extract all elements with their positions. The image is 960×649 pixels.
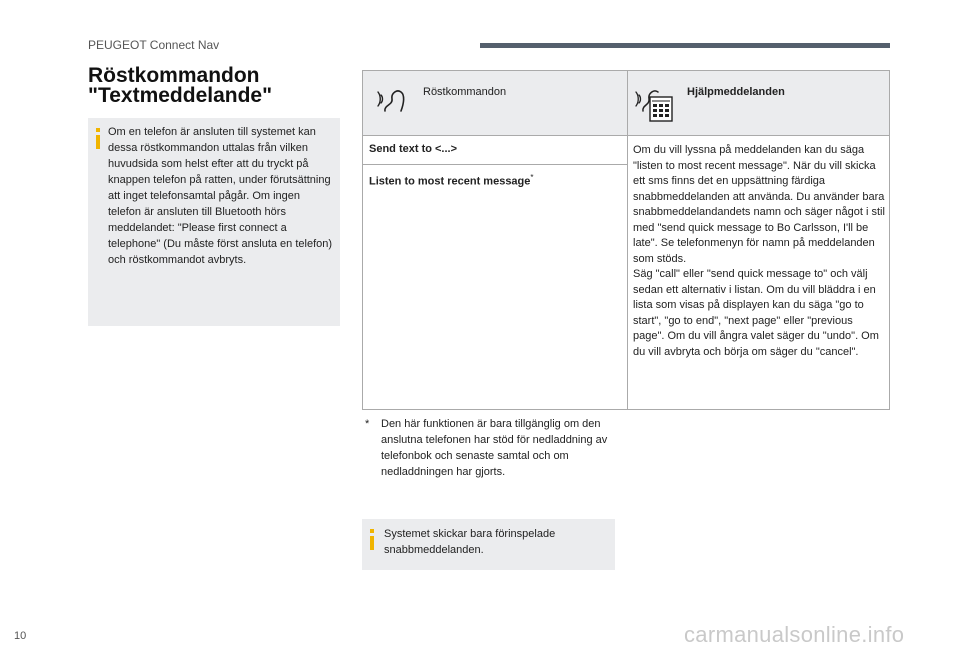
table-column-divider (627, 71, 628, 409)
column-header-help-messages: Hjälpmeddelanden (687, 86, 785, 98)
section-title-line2: "Textmeddelande" (88, 84, 273, 107)
voice-command-table (362, 70, 890, 410)
help-text-body: Om du vill lyssna på meddelanden kan du säga "listen to most recent message". När du vill skicka ett sms finns det en uppsättning färdiga snabbmeddelanden att använda. Du använder bara snabbmeddelandandets namn och säger något i stil med "send quick message to Bo Carlsson, I'll be late". Se telefonmenyn för namn på meddelanden som stöds. Säg "call" eller "send quick message to" och välj sedan ett alternativ i listan. Om du vill bläddra i en lista som visas på displayen kan du säga "go to start", "go to end", "next page" eller "previous page". Om du vill ångra valet säger du "undo". Om du vill avbryta och börja om säger du "cancel". (633, 144, 885, 358)
command-send-text (369, 143, 457, 155)
command-listen-recent (369, 173, 534, 188)
info-box-phone-text: Om en telefon är ansluten till systemet kan dessa röstkommandon uttalas från vilken huvudsida som helst efter att du tryckt på knappen telefon på ratten, under förutsättning att inget telefonsamtal pågår. Om ingen telefon är ansluten till Bluetooth hörs meddelandet: "Please first connect a telephone" (Du måste först ansluta en telefon) och röstkommandot avbryts. (108, 126, 333, 266)
info-box-quick-messages-text: Systemet skickar bara förinspelade snabbmeddelanden. (384, 528, 556, 556)
footnote-symbol: * (365, 418, 370, 430)
info-box-quick-messages (362, 519, 615, 570)
page-number: 10 (14, 630, 27, 642)
help-message-icon (633, 81, 675, 123)
voice-command-icon (375, 83, 409, 117)
section-title (88, 66, 338, 106)
header-bar (480, 43, 890, 48)
command-label: Listen to most recent message (369, 175, 531, 188)
table-row-divider (363, 164, 627, 165)
command-label: Send text to <...> (369, 143, 458, 155)
table-header (363, 71, 889, 136)
column-header-voice-commands: Röstkommandon (423, 86, 507, 98)
help-message-text (633, 143, 887, 360)
section-title-line1: Röstkommandon (88, 64, 260, 87)
watermark: carmanualsonline.info (684, 622, 905, 647)
running-title: PEUGEOT Connect Nav (88, 38, 220, 52)
footnote-text: Den här funktionen är bara tillgänglig om den anslutna telefonen har stöd för nedladdning av telefonbok och senaste samtal och om nedladdningen har gjorts. (381, 418, 608, 478)
footnote-mark: * (530, 173, 534, 182)
info-box-phone (88, 118, 340, 326)
